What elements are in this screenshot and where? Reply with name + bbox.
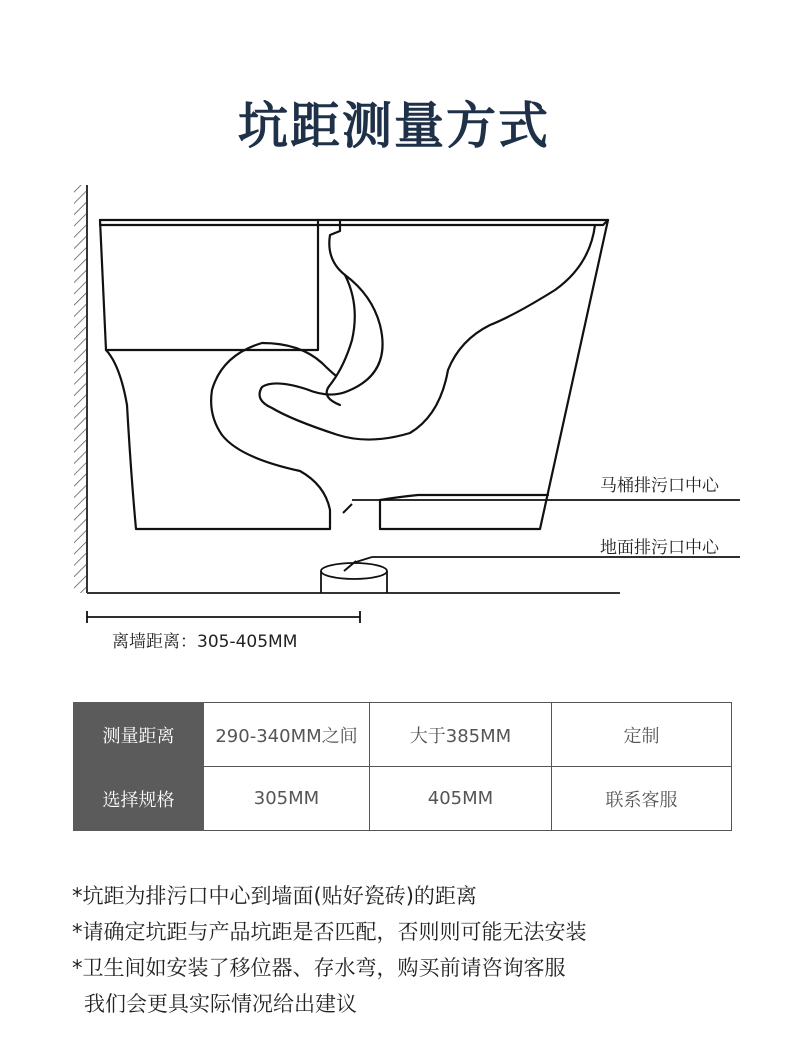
toilet-diagram-svg xyxy=(0,175,788,665)
toilet-outlet-label: 马桶排污口中心 xyxy=(600,476,719,496)
table-row-distance xyxy=(74,703,732,767)
bowl-outer xyxy=(106,343,335,529)
notes-list xyxy=(72,878,762,1022)
note-item: *卫生间如安装了移位器、存水弯，购买前请咨询客服 xyxy=(72,956,566,980)
bowl-inner xyxy=(260,220,595,440)
floor-outlet-top xyxy=(321,563,387,579)
trapway xyxy=(327,275,355,405)
toilet-pit-diagram xyxy=(0,175,788,665)
tank-outline xyxy=(100,220,608,225)
table-cell: 定制 xyxy=(552,703,732,767)
spec-table xyxy=(73,702,732,831)
body-right xyxy=(380,220,608,529)
table-row-spec xyxy=(74,767,732,831)
row-header-spec: 选择规格 xyxy=(74,767,204,831)
wall-distance-label: 离墙距离：305-405MM xyxy=(112,632,298,652)
callout-line-floor xyxy=(356,557,372,562)
table-cell: 405MM xyxy=(370,767,552,831)
row-header-distance: 测量距离 xyxy=(74,703,204,767)
contact-service-cell[interactable]: 联系客服 xyxy=(552,767,732,831)
note-item: *请确定坑距与产品坑距是否匹配，否则则可能无法安装 xyxy=(72,920,587,944)
table-cell: 290-340MM之间 xyxy=(204,703,370,767)
tank-body xyxy=(100,220,318,350)
table-cell: 大于385MM xyxy=(370,703,552,767)
wall-hatch xyxy=(74,185,87,593)
note-item: 我们会更具实际情况给出建议 xyxy=(84,992,357,1016)
page-title: 坑距测量方式 xyxy=(238,97,550,155)
outlet-mark xyxy=(343,504,352,513)
floor-outlet-label: 地面排污口中心 xyxy=(600,538,719,558)
note-item: *坑距为排污口中心到墙面(贴好瓷砖)的距离 xyxy=(72,884,477,908)
table-cell: 305MM xyxy=(204,767,370,831)
